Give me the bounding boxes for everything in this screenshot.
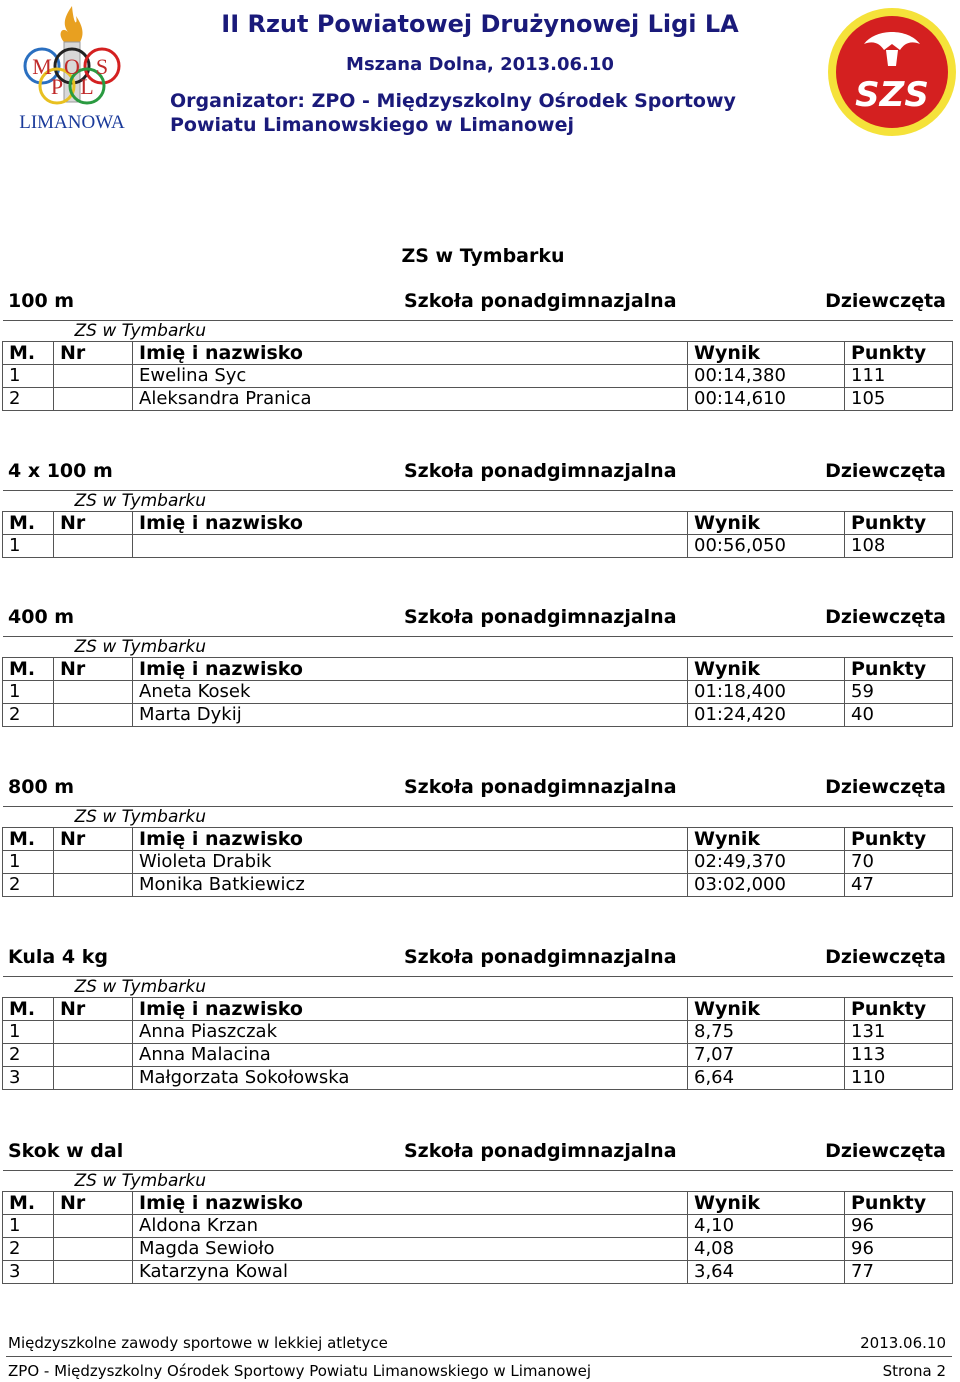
col-header-nr: Nr [54, 1192, 133, 1215]
table-row [3, 851, 953, 874]
cell-name: Wioleta Drabik [133, 851, 688, 874]
table-row [3, 1261, 953, 1284]
cell-nr [54, 1044, 133, 1067]
cell-nr [54, 1021, 133, 1044]
cell-points: 40 [845, 704, 953, 727]
table-row [3, 681, 953, 704]
table-row [3, 1215, 953, 1238]
cell-points: 59 [845, 681, 953, 704]
cell-name: Aldona Krzan [133, 1215, 688, 1238]
event-name: Skok w dal [8, 1140, 124, 1162]
school-category: Szkoła ponadgimnazjalna [404, 290, 677, 312]
cell-name: Katarzyna Kowal [133, 1261, 688, 1284]
footer-date: 2013.06.10 [860, 1334, 946, 1352]
cell-nr [54, 1261, 133, 1284]
col-header-nr: Nr [54, 828, 133, 851]
table-row [3, 874, 953, 897]
cell-place: 1 [3, 681, 54, 704]
event-header [0, 776, 960, 800]
cell-place: 1 [3, 365, 54, 388]
szs-logo-text: SZS [855, 75, 929, 115]
cell-name: Marta Dykij [133, 704, 688, 727]
table-row [3, 1021, 953, 1044]
col-header-points: Punkty [845, 998, 953, 1021]
school-category: Szkoła ponadgimnazjalna [404, 460, 677, 482]
cell-points: 105 [845, 388, 953, 411]
event-section [0, 460, 960, 556]
cell-name: Anna Malacina [133, 1044, 688, 1067]
col-header-points: Punkty [845, 342, 953, 365]
club-row [3, 637, 953, 658]
cell-result: 7,07 [688, 1044, 845, 1067]
gender-category: Dziewczęta [825, 946, 946, 968]
col-header-name: Imię i nazwisko [133, 658, 688, 681]
school-category: Szkoła ponadgimnazjalna [404, 776, 677, 798]
event-section [0, 290, 960, 409]
cell-result: 01:24,420 [688, 704, 845, 727]
cell-nr [54, 1238, 133, 1261]
footer-line-2 [8, 1362, 946, 1380]
cell-nr [54, 1215, 133, 1238]
results-table [2, 490, 953, 558]
club-name: ZS w Tymbarku [3, 637, 953, 658]
col-header-nr: Nr [54, 658, 133, 681]
table-header-row [3, 1192, 953, 1215]
gender-category: Dziewczęta [825, 1140, 946, 1162]
cell-place: 1 [3, 1215, 54, 1238]
cell-place: 2 [3, 388, 54, 411]
club-name: ZS w Tymbarku [3, 491, 953, 512]
cell-result: 3,64 [688, 1261, 845, 1284]
cell-place: 2 [3, 704, 54, 727]
cell-name: Monika Batkiewicz [133, 874, 688, 897]
table-row [3, 1238, 953, 1261]
event-header [0, 946, 960, 970]
table-header-row [3, 658, 953, 681]
event-header [0, 460, 960, 484]
club-row [3, 807, 953, 828]
footer-line-1 [8, 1334, 946, 1352]
page-title: II Rzut Powiatowej Drużynowej Ligi LA [221, 10, 739, 38]
cell-nr [54, 704, 133, 727]
col-header-result: Wynik [688, 658, 845, 681]
table-row [3, 535, 953, 558]
table-header-row [3, 828, 953, 851]
col-header-result: Wynik [688, 828, 845, 851]
cell-points: 131 [845, 1021, 953, 1044]
footer-event-description: Międzyszkolne zawody sportowe w lekkiej atletyce [8, 1334, 388, 1352]
logo-letter-m: M [32, 54, 52, 79]
col-header-result: Wynik [688, 998, 845, 1021]
logo-letter-s: S [95, 54, 109, 79]
logo-letter-p: P [50, 74, 64, 99]
cell-nr [54, 681, 133, 704]
footer-organizer: ZPO - Międzyszkolny Ośrodek Sportowy Powiatu Limanowskiego w Limanowej [8, 1362, 592, 1380]
cell-result: 00:14,610 [688, 388, 845, 411]
school-category: Szkoła ponadgimnazjalna [404, 606, 677, 628]
cell-result: 00:14,380 [688, 365, 845, 388]
table-header-row [3, 998, 953, 1021]
cell-nr [54, 365, 133, 388]
cell-place: 2 [3, 874, 54, 897]
footer-page-number: Strona 2 [882, 1362, 946, 1380]
cell-name: Ewelina Syc [133, 365, 688, 388]
cell-name: Aneta Kosek [133, 681, 688, 704]
col-header-place: M. [3, 658, 54, 681]
table-row [3, 1067, 953, 1090]
col-header-result: Wynik [688, 342, 845, 365]
cell-nr [54, 1067, 133, 1090]
results-table [2, 1170, 953, 1284]
col-header-name: Imię i nazwisko [133, 828, 688, 851]
event-header [0, 290, 960, 314]
gender-category: Dziewczęta [825, 606, 946, 628]
cell-points: 111 [845, 365, 953, 388]
col-header-place: M. [3, 342, 54, 365]
col-header-place: M. [3, 1192, 54, 1215]
results-table [2, 806, 953, 897]
school-category: Szkoła ponadgimnazjalna [404, 1140, 677, 1162]
cell-nr [54, 535, 133, 558]
col-header-nr: Nr [54, 512, 133, 535]
cell-result: 8,75 [688, 1021, 845, 1044]
club-name: ZS w Tymbarku [3, 807, 953, 828]
table-row [3, 365, 953, 388]
cell-points: 70 [845, 851, 953, 874]
cell-result: 01:18,400 [688, 681, 845, 704]
results-table [2, 320, 953, 411]
club-row [3, 1171, 953, 1192]
cell-points: 77 [845, 1261, 953, 1284]
col-header-place: M. [3, 512, 54, 535]
table-header-row [3, 342, 953, 365]
logo-letter-o: O [64, 54, 80, 79]
cell-name [133, 535, 688, 558]
club-name: ZS w Tymbarku [3, 1171, 953, 1192]
event-section [0, 946, 960, 1088]
cell-name: Aleksandra Pranica [133, 388, 688, 411]
cell-place: 2 [3, 1044, 54, 1067]
organizer-line-1: Organizator: ZPO - Międzyszkolny Ośrodek Sportowy [170, 90, 736, 112]
event-header [0, 606, 960, 630]
organizer-line-2: Powiatu Limanowskiego w Limanowej [170, 114, 575, 136]
school-category: Szkoła ponadgimnazjalna [404, 946, 677, 968]
col-header-nr: Nr [54, 998, 133, 1021]
col-header-points: Punkty [845, 1192, 953, 1215]
cell-result: 4,08 [688, 1238, 845, 1261]
gender-category: Dziewczęta [825, 460, 946, 482]
col-header-place: M. [3, 998, 54, 1021]
page-subtitle: Mszana Dolna, 2013.06.10 [346, 54, 614, 75]
logo-limanowa-text: LIMANOWA [19, 112, 125, 133]
event-name: 800 m [8, 776, 75, 798]
cell-nr [54, 874, 133, 897]
club-row [3, 491, 953, 512]
cell-place: 3 [3, 1261, 54, 1284]
cell-nr [54, 388, 133, 411]
cell-result: 4,10 [688, 1215, 845, 1238]
footer-divider [6, 1356, 952, 1357]
cell-place: 3 [3, 1067, 54, 1090]
results-table [2, 976, 953, 1090]
club-name: ZS w Tymbarku [3, 321, 953, 342]
event-section [0, 1140, 960, 1282]
club-row [3, 977, 953, 998]
cell-place: 2 [3, 1238, 54, 1261]
cell-points: 110 [845, 1067, 953, 1090]
col-header-points: Punkty [845, 658, 953, 681]
club-title: ZS w Tymbarku [401, 245, 565, 267]
col-header-name: Imię i nazwisko [133, 998, 688, 1021]
event-name: 4 x 100 m [8, 460, 113, 482]
event-name: 100 m [8, 290, 75, 312]
col-header-name: Imię i nazwisko [133, 512, 688, 535]
cell-result: 03:02,000 [688, 874, 845, 897]
cell-points: 113 [845, 1044, 953, 1067]
col-header-nr: Nr [54, 342, 133, 365]
club-name: ZS w Tymbarku [3, 977, 953, 998]
event-name: 400 m [8, 606, 75, 628]
cell-name: Magda Sewioło [133, 1238, 688, 1261]
cell-place: 1 [3, 851, 54, 874]
event-header [0, 1140, 960, 1164]
cell-name: Małgorzata Sokołowska [133, 1067, 688, 1090]
cell-points: 47 [845, 874, 953, 897]
cell-result: 02:49,370 [688, 851, 845, 874]
cell-result: 6,64 [688, 1067, 845, 1090]
cell-points: 96 [845, 1238, 953, 1261]
event-section [0, 776, 960, 895]
logo-letter-l: L [80, 74, 94, 99]
col-header-points: Punkty [845, 828, 953, 851]
cell-name: Anna Piaszczak [133, 1021, 688, 1044]
col-header-points: Punkty [845, 512, 953, 535]
table-row [3, 1044, 953, 1067]
results-table [2, 636, 953, 727]
cell-result: 00:56,050 [688, 535, 845, 558]
col-header-result: Wynik [688, 512, 845, 535]
gender-category: Dziewczęta [825, 776, 946, 798]
club-row [3, 321, 953, 342]
table-row [3, 704, 953, 727]
cell-nr [54, 851, 133, 874]
cell-place: 1 [3, 1021, 54, 1044]
cell-place: 1 [3, 535, 54, 558]
cell-points: 108 [845, 535, 953, 558]
gender-category: Dziewczęta [825, 290, 946, 312]
col-header-place: M. [3, 828, 54, 851]
table-row [3, 388, 953, 411]
table-header-row [3, 512, 953, 535]
event-name: Kula 4 kg [8, 946, 108, 968]
col-header-name: Imię i nazwisko [133, 1192, 688, 1215]
col-header-result: Wynik [688, 1192, 845, 1215]
event-section [0, 606, 960, 725]
cell-points: 96 [845, 1215, 953, 1238]
col-header-name: Imię i nazwisko [133, 342, 688, 365]
